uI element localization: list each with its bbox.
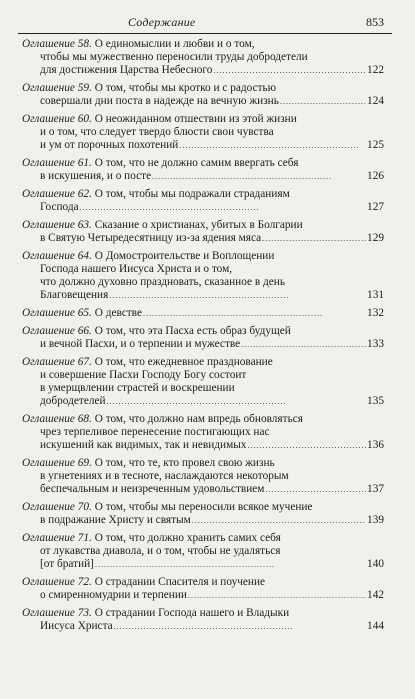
toc-entry [22,38,384,77]
toc-entry-line [22,325,384,338]
dot-leader [213,64,366,77]
toc-entry-line [22,576,384,589]
dot-leader [247,439,366,452]
entry-text: О том, что эта Пасха есть образ будущей [94,325,291,337]
toc-entry-line [22,276,384,289]
entry-page-number: 144 [367,620,384,632]
toc-entry-line [22,413,384,426]
entry-text: О том, чтобы мы кротко и с радостью [94,82,277,94]
entry-text: Сказание о христианах, убитых в Болгарии [94,219,303,231]
entry-label: Оглашение 61. [22,157,92,169]
entry-text: для достижения Царства Небесного [40,64,213,76]
toc-entry-line [22,126,384,139]
toc-entry-line [22,232,384,245]
entry-text: О страдании Спасителя и поучение [94,576,266,588]
toc-entry-line [22,113,384,126]
toc-entry-line [22,382,384,395]
dot-leader [80,201,366,214]
toc-entry-line [22,51,384,64]
toc-entry-line [22,95,384,108]
toc-entry-line [22,514,384,527]
entry-label: Оглашение 59. [22,82,92,94]
entry-page-number: 124 [367,95,384,107]
entry-text: Благовещения [40,289,109,301]
toc-entry-line [22,219,384,232]
entry-text: О том, что ежедневное празднование [94,356,273,368]
entry-page-number: 131 [367,289,384,301]
toc-entry-line [22,38,384,51]
entry-text: и вечной Пасхи, и о терпении и мужестве [40,338,241,350]
entry-text: в подражание Христу и святым [40,514,191,526]
entry-text: О том, что должно хранить самих себя [94,532,281,544]
toc-entry [22,188,384,214]
entry-text: искушений как видимых, так и невидимых [40,439,247,451]
dot-leader [192,514,366,527]
dot-leader [109,289,366,302]
entry-text: в Святую Четыредесятницу из-за ядения мяса [40,232,262,244]
entry-label: Оглашение 58. [22,38,92,50]
toc-entry [22,576,384,602]
entry-text: и о том, что следует твердо блюсти свои чувства [40,126,274,138]
dot-leader [241,338,366,351]
toc-entry-line [22,532,384,545]
entry-text: и ум от порочных похотений [40,139,179,151]
dot-leader [107,395,367,408]
entry-text: О том, что должно нам впредь обновляться [94,413,303,425]
toc-entry [22,307,384,320]
entry-text: от лукавства диавола, и о том, чтобы не удаляться [40,545,281,557]
dot-leader [188,589,366,602]
entry-text: в искушения, и о посте [40,170,152,182]
toc-entry [22,532,384,571]
toc-entry-line [22,483,384,496]
toc-entry [22,457,384,496]
entry-page-number: 125 [367,139,384,151]
entry-text: беспечальным и неизреченным удовольствием [40,483,265,495]
entry-text: чтобы мы мужественно переносили труды добродетели [40,51,308,63]
toc-entry-line [22,395,384,408]
dot-leader [114,620,366,633]
entry-label: Оглашение 69. [22,457,92,469]
toc-entry-line [22,157,384,170]
toc-entry-line [22,356,384,369]
entry-text: О том, что те, кто провел свою жизнь [94,457,275,469]
entry-page-number: 139 [367,514,384,526]
entry-page-number: 127 [367,201,384,213]
toc-entry-line [22,426,384,439]
dot-leader [179,139,366,152]
toc-entry-line [22,82,384,95]
toc-entry-line [22,545,384,558]
entry-text: О том, что не должно самим ввергать себя [94,157,299,169]
entry-page-number: 135 [367,395,384,407]
entry-page-number: 122 [367,64,384,76]
dot-leader [152,170,366,183]
running-header [0,0,415,36]
toc-entry [22,113,384,152]
toc-entry-line [22,457,384,470]
toc-entry-line [22,558,384,571]
toc-entry [22,501,384,527]
toc-entry-line [22,170,384,183]
entry-text: О неожиданном отшествии из этой жизни [94,113,297,125]
entry-text: Иисуса Христа [40,620,113,632]
entry-text: [от братий] [40,558,94,570]
entry-label: Оглашение 71. [22,532,92,544]
entry-page-number: 136 [367,439,384,451]
entry-text: О единомыслии и любви и о том, [94,38,255,50]
entry-text: в угнетениях и в тесноте, наслаждаются некоторым [40,470,289,482]
entry-label: Оглашение 73. [22,607,92,619]
toc-entry-line [22,589,384,602]
entry-text: О девстве [94,307,142,319]
toc-entry-line [22,439,384,452]
entry-page-number: 133 [367,338,384,350]
entry-text: что должно духовно праздновать, сказанное в день [40,276,285,288]
toc-entry-line [22,289,384,302]
entry-page-number: 129 [367,232,384,244]
entry-text: добродетелей [40,395,106,407]
dot-leader [265,483,366,496]
entry-page-number: 140 [367,558,384,570]
entry-page-number: 132 [367,307,384,319]
entry-text: Господа нашего Иисуса Христа и о том, [40,263,233,275]
entry-label: Оглашение 68. [22,413,92,425]
page-number: 853 [366,15,384,29]
dot-leader [280,95,366,108]
entry-text: Господа [40,201,79,213]
toc-entry [22,250,384,302]
toc-entry-line [22,369,384,382]
dot-leader [95,558,366,571]
toc-entry-line [22,338,384,351]
toc-entry [22,325,384,351]
entry-page-number: 126 [367,170,384,182]
entry-label: Оглашение 62. [22,188,92,200]
entry-label: Оглашение 63. [22,219,92,231]
entry-label: Оглашение 64. [22,250,92,262]
entry-label: Оглашение 70. [22,501,92,513]
entry-text: О Домостроительстве и Воплощении [94,250,275,262]
entry-text: и совершение Пасхи Господу Богу состоит [40,369,247,381]
toc-entry [22,157,384,183]
dot-leader [262,232,366,245]
entry-label: Оглашение 60. [22,113,92,125]
toc-entry-line [22,307,384,320]
dot-leader [143,307,366,320]
entry-text: О страдании Господа нашего и Владыки [94,607,290,619]
toc-entry-line [22,188,384,201]
toc-entry-line [22,470,384,483]
toc-entry [22,219,384,245]
toc-entry [22,607,384,633]
table-of-contents [22,38,384,638]
entry-page-number: 137 [367,483,384,495]
toc-entry-line [22,620,384,633]
entry-label: Оглашение 66. [22,325,92,337]
section-title: Содержание [128,15,196,29]
entry-text: в умерщвлении страстей и воскрешении [40,382,235,394]
toc-entry-line [22,201,384,214]
entry-label: Оглашение 72. [22,576,92,588]
entry-text: О том, чтобы мы подражали страданиям [94,188,290,200]
entry-text: чрез терпеливое перенесение постигающих нас [40,426,270,438]
toc-entry [22,413,384,452]
toc-entry-line [22,263,384,276]
entry-text: о смиренномудрии и терпении [40,589,187,601]
toc-entry-line [22,139,384,152]
toc-entry-line [22,64,384,77]
toc-entry [22,82,384,108]
entry-page-number: 142 [367,589,384,601]
entry-text: О том, чтобы мы переносили всякое мучение [94,501,313,513]
entry-text: совершали дни поста в надежде на вечную жизнь [40,95,279,107]
toc-entry-line [22,607,384,620]
entry-label: Оглашение 65. [22,307,92,319]
toc-entry-line [22,501,384,514]
toc-entry [22,356,384,408]
entry-label: Оглашение 67. [22,356,92,368]
header-rule [18,33,392,34]
toc-entry-line [22,250,384,263]
